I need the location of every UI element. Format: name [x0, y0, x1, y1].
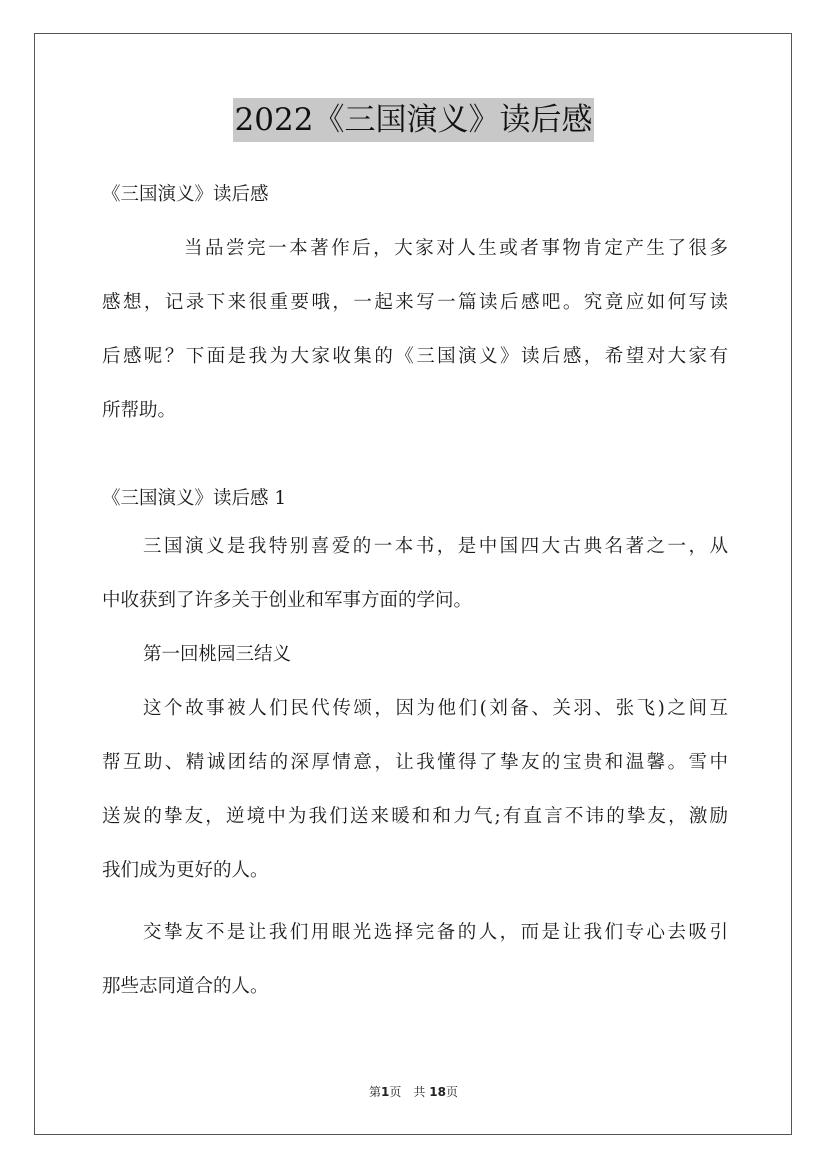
document-body: [102, 168, 728, 1014]
paragraph-line: 那些志同道合的人。: [102, 976, 269, 997]
page-footer: [0, 1082, 827, 1102]
intro-line: 当品尝完一本著作后，大家对人生或者事物肯定产生了很多: [184, 238, 728, 259]
section-gap: [102, 438, 728, 478]
intro-line: 所帮助。: [102, 400, 177, 421]
page-number: 1: [381, 1085, 390, 1099]
paragraph-line: 三国演义是我特别喜爱的一本书，是中国四大古典名著之一，从: [143, 536, 728, 557]
intro-heading: 《三国演义》读后感: [102, 184, 269, 205]
paragraph-line: 交挚友不是让我们用眼光选择完备的人，而是让我们专心去吸引: [143, 922, 728, 943]
intro-line: 感想，记录下来很重要哦，一起来写一篇读后感吧。究竟应如何写读: [102, 292, 728, 313]
intro-line: 后感呢？下面是我为大家收集的《三国演义》读后感，希望对大家有: [102, 346, 728, 367]
paragraph-line: 送炭的挚友，逆境中为我们送来暖和和力气;有直言不讳的挚友，激励: [102, 806, 728, 827]
subheading: 第一回桃园三结义: [143, 644, 292, 665]
total-pages: 18: [429, 1085, 446, 1099]
paragraph-line: 中收获到了许多关于创业和军事方面的学问。: [102, 590, 473, 611]
page-prefix: 第: [369, 1085, 382, 1099]
title-container: [0, 98, 827, 142]
page-suffix: 页: [389, 1085, 402, 1099]
paragraph-line: 帮互助、精诚团结的深厚情意，让我懂得了挚友的宝贵和温馨。雪中: [102, 752, 728, 773]
document-title: 2022《三国演义》读后感: [233, 98, 595, 142]
total-prefix: 共: [413, 1085, 426, 1099]
total-suffix: 页: [445, 1085, 458, 1099]
paragraph-line: 我们成为更好的人。: [102, 860, 269, 881]
section-heading: 《三国演义》读后感 1: [102, 488, 287, 509]
paragraph-line: 这个故事被人们民代传颂，因为他们(刘备、关羽、张飞)之间互: [143, 698, 728, 719]
